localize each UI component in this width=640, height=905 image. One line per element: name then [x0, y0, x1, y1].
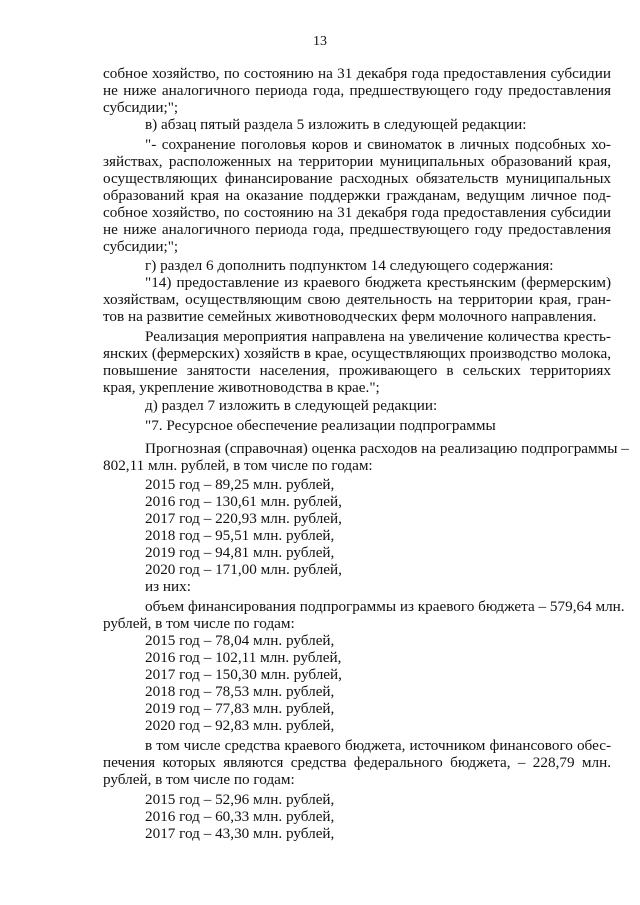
text-line: 2017 год – 220,93 млн. рублей, [145, 510, 342, 527]
text-line: в) абзац пятый раздела 5 изложить в следующей редакции: [145, 116, 527, 133]
text-line: 802,11 млн. рублей, в том числе по годам: [103, 457, 373, 474]
text-line: 2017 год – 43,30 млн. рублей, [145, 825, 335, 842]
text-line: 2015 год – 52,96 млн. рублей, [145, 791, 335, 808]
text-line: 2017 год – 150,30 млн. рублей, [145, 666, 342, 683]
text-line: 2015 год – 89,25 млн. рублей, [145, 476, 335, 493]
text-line: Прогнозная (справочная) оценка расходов на реализацию подпрограммы – [145, 440, 629, 457]
text-line: повышение занятости населения, проживающего в сельских территориях [103, 362, 611, 379]
text-line: 2016 год – 130,61 млн. рублей, [145, 493, 342, 510]
text-line: 2020 год – 171,00 млн. рублей, [145, 561, 342, 578]
text-line: осуществляющих финансирование расходных обязательств муниципальных [103, 170, 611, 187]
text-line: г) раздел 6 дополнить подпунктом 14 следующего содержания: [145, 257, 554, 274]
text-line: "14) предоставление из краевого бюджета крестьянским (фермерским) [145, 274, 611, 291]
text-line: д) раздел 7 изложить в следующей редакции: [145, 397, 438, 414]
text-line: 2018 год – 78,53 млн. рублей, [145, 683, 335, 700]
text-line: объем финансирования подпрограммы из краевого бюджета – 579,64 млн. [145, 598, 625, 615]
text-line: хозяйствам, осуществляющим свою деятельность на территории края, гран- [103, 291, 611, 308]
text-line: субсидии;"; [103, 99, 179, 116]
text-line: в том числе средства краевого бюджета, источником финансового обес- [145, 737, 611, 754]
text-line: зяйствах, расположенных на территории муниципальных образований края, [103, 153, 611, 170]
text-line: 2019 год – 94,81 млн. рублей, [145, 544, 335, 561]
text-line: субсидии;"; [103, 238, 179, 255]
text-line: из них: [145, 578, 191, 595]
text-line: рублей, в том числе по годам: [103, 771, 295, 788]
text-line: тов на развитие семейных животноводческих ферм молочного направления. [103, 308, 597, 325]
text-line: печения которых являются средства федерального бюджета, – 228,79 млн. [103, 754, 611, 771]
text-line: 2015 год – 78,04 млн. рублей, [145, 632, 335, 649]
text-line: "7. Ресурсное обеспечение реализации подпрограммы [145, 417, 496, 434]
text-line: "- сохранение поголовья коров и свиноматок в личных подсобных хо- [145, 136, 611, 153]
text-line: 2018 год – 95,51 млн. рублей, [145, 527, 335, 544]
text-line: собное хозяйство, по состоянию на 31 декабря года предоставления субсидии [103, 65, 611, 82]
text-line: 2020 год – 92,83 млн. рублей, [145, 717, 335, 734]
text-line: рублей, в том числе по годам: [103, 615, 295, 632]
text-line: Реализация мероприятия направлена на увеличение количества кресть- [145, 328, 611, 345]
page-number: 13 [313, 34, 327, 49]
text-line: не ниже аналогичного периода года, предшествующего году предоставления [103, 221, 611, 238]
text-line: 2016 год – 60,33 млн. рублей, [145, 808, 335, 825]
text-line: янских (фермерских) хозяйств в крае, осуществляющих производство молока, [103, 345, 611, 362]
text-line: 2019 год – 77,83 млн. рублей, [145, 700, 335, 717]
text-line: образований края на оказание поддержки гражданам, ведущим личное под- [103, 187, 611, 204]
text-line: не ниже аналогичного периода года, предшествующего году предоставления [103, 82, 611, 99]
text-line: собное хозяйство, по состоянию на 31 декабря года предоставления субсидии [103, 204, 611, 221]
text-line: края, укрепление животноводства в крае."; [103, 379, 380, 396]
text-line: 2016 год – 102,11 млн. рублей, [145, 649, 342, 666]
